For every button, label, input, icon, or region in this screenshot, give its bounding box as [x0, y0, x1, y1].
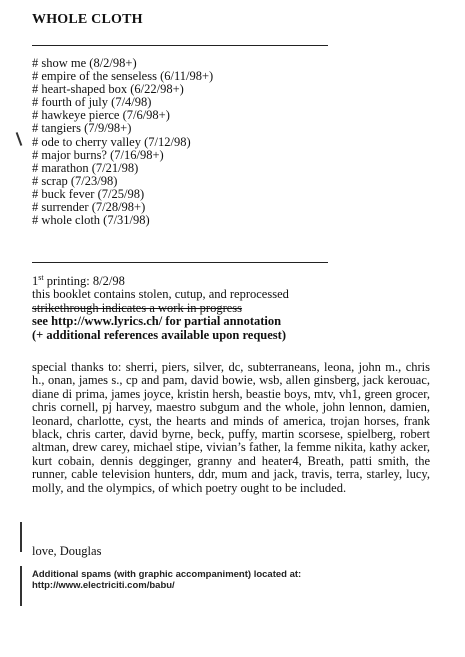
track-item: # show me (8/2/98+) [32, 56, 137, 70]
strikethrough-note: strikethrough indicates a work in progress [32, 300, 243, 315]
track-item: # marathon (7/21/98) [32, 160, 139, 175]
binding-mark [20, 522, 22, 552]
track-item: # major burns? (7/16/98+) [32, 147, 164, 162]
track-item: # whole cloth (7/31/98) [32, 213, 150, 228]
signoff: love, Douglas [32, 544, 102, 558]
annotation-link: see http://www.lyrics.ch/ for partial annotation [32, 314, 282, 329]
top-divider [32, 45, 328, 46]
track-item: # empire of the senseless (6/11/98+) [32, 69, 214, 84]
printing-label: printing: 8/2/98 [43, 274, 125, 288]
additional-spams [32, 569, 301, 591]
special-thanks: special thanks to: sherri, piers, silver, dc, subterraneans, leona, john m., chris h., onan, james s., cp and pam, david bowie, wsb, allen ginsberg, jack kerouac, diane di prima, james joyce, kristin hersh, beastie boys, mtv, vh1, green grocer, chris cornell, pj harvey, maestro subgum and the whole, john lennon, damien, leonard, charlotte, cyst, the hearts and minds of america, trojan horses, frank black, chris carter, david byrne, beck, puffy, martin scorsese, spielberg, robert altman, drew carey, michael stipe, vivian’s father, la femme nikita, kathy acker, kurt cobain, dennis degginger, granny and heater4, Breath, patti smith, the runner, cable television hunters, ddr, mum and jack, travis, terra, starley, lucy, molly, and the olympics, of which poetry ought to be included. [32, 360, 430, 495]
references-note: (+ additional references available upon request) [32, 327, 286, 342]
page-title: WHOLE CLOTH [32, 12, 143, 27]
printing-notes [32, 272, 432, 342]
booklet-description: this booklet contains stolen, cutup, and reprocessed [32, 287, 289, 302]
printing-line [32, 272, 432, 288]
track-item: # fourth of july (7/4/98) [32, 95, 152, 110]
spams-text: Additional spams (with graphic accompaniment) located at: [32, 569, 302, 580]
track-item: # tangiers (7/9/98+) [32, 121, 132, 136]
track-item: # scrap (7/23/98) [32, 173, 118, 188]
middle-divider [32, 262, 328, 263]
binding-mark [16, 132, 23, 146]
printing-ordinal: st [38, 272, 44, 282]
track-item: # heart-shaped box (6/22/98+) [32, 82, 184, 97]
track-item: # ode to cherry valley (7/12/98) [32, 134, 191, 149]
binding-mark [20, 566, 22, 606]
printing-number: 1 [32, 274, 39, 288]
track-list [32, 57, 213, 227]
track-item: # hawkeye pierce (7/6/98+) [32, 108, 170, 123]
spams-url: http://www.electriciti.com/babu/ [32, 580, 175, 591]
track-item: # buck fever (7/25/98) [32, 186, 145, 201]
track-item: # surrender (7/28/98+) [32, 200, 146, 215]
